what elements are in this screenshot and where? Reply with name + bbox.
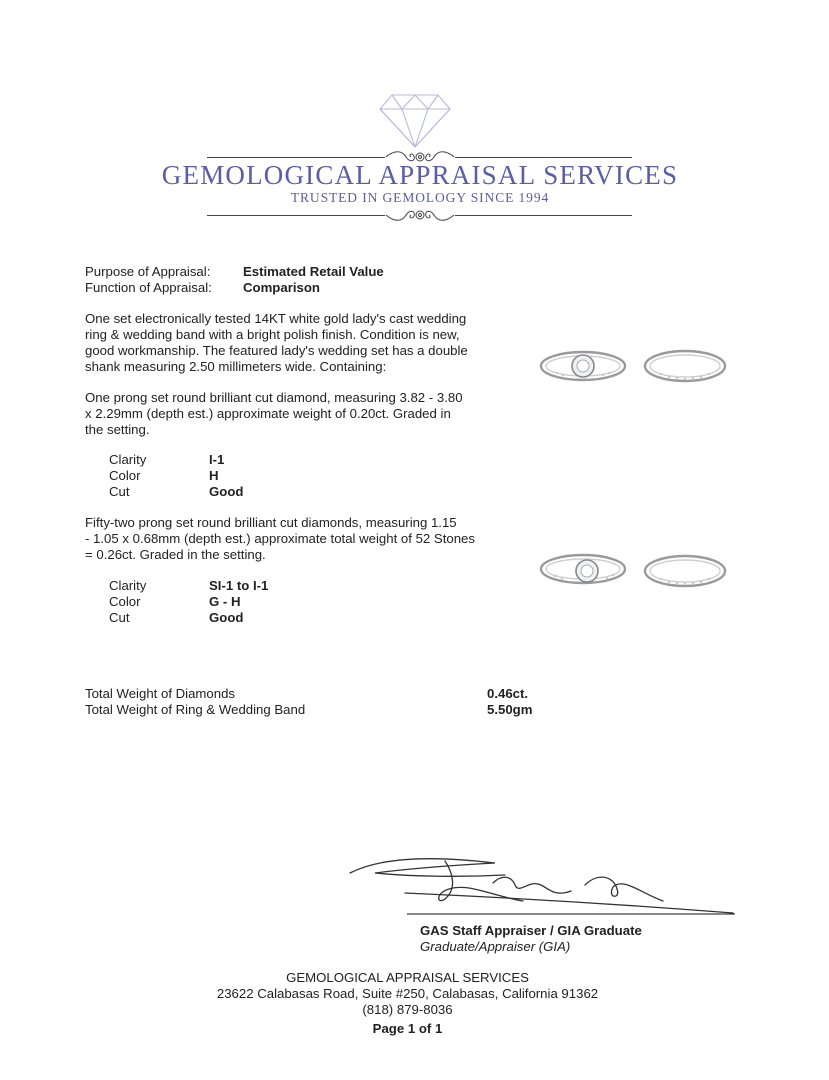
- purpose-label: Purpose of Appraisal:: [85, 264, 211, 279]
- function-label: Function of Appraisal:: [85, 280, 212, 295]
- ornament-bottom-icon: [384, 206, 456, 224]
- center-clarity-label: Clarity: [109, 452, 147, 467]
- page-number: Page 1 of 1: [372, 1021, 443, 1036]
- purpose-value: Estimated Retail Value: [243, 264, 384, 279]
- accent-stones-description: [85, 515, 505, 563]
- item-description: [85, 311, 495, 375]
- accent-stones-line: Fifty-two prong set round brilliant cut diamonds, measuring 1.15: [85, 515, 457, 530]
- center-cut-label: Cut: [109, 484, 130, 499]
- center-stone-line: x 2.29mm (depth est.) approximate weight of 0.20ct. Graded in: [85, 406, 451, 421]
- accent-stones-line: = 0.26ct. Graded in the setting.: [85, 547, 266, 562]
- company-tagline: TRUSTED IN GEMOLOGY SINCE 1994: [290, 190, 550, 205]
- footer-address: 23622 Calabasas Road, Suite #250, Calabasas, California 91362: [216, 986, 599, 1001]
- accent-clarity-value: SI-1 to I-1: [209, 578, 269, 593]
- header-rule-top-right: [455, 157, 632, 158]
- total-ring-weight-label: Total Weight of Ring & Wedding Band: [85, 702, 306, 717]
- description-line: One set electronically tested 14KT white gold lady's cast wedding: [85, 311, 467, 326]
- total-ring-weight-value: 5.50gm: [487, 702, 533, 717]
- ring-set-photo-alt: [535, 545, 735, 605]
- diamond-logo-icon: [378, 93, 452, 149]
- accent-cut-value: Good: [209, 610, 244, 625]
- accent-color-value: G - H: [209, 594, 241, 609]
- ring-set-photo: [535, 342, 735, 402]
- description-line: ring & wedding band with a bright polish finish. Condition is new,: [85, 327, 460, 342]
- center-stone-description: [85, 390, 495, 438]
- total-diamond-weight-label: Total Weight of Diamonds: [85, 686, 236, 701]
- center-clarity-value: I-1: [209, 452, 225, 467]
- description-line: good workmanship. The featured lady's wedding set has a double: [85, 343, 468, 358]
- footer-phone: (818) 879-8036: [362, 1002, 453, 1017]
- center-stone-line: One prong set round brilliant cut diamond, measuring 3.82 - 3.80: [85, 390, 463, 405]
- center-stone-line: the setting.: [85, 422, 150, 437]
- center-cut-value: Good: [209, 484, 244, 499]
- header-rule-bottom-left: [207, 215, 385, 216]
- appraiser-signature: [345, 853, 737, 923]
- accent-stones-line: - 1.05 x 0.68mm (depth est.) approximate total weight of 52 Stones: [85, 531, 475, 546]
- center-color-value: H: [209, 468, 219, 483]
- company-name: GEMOLOGICAL APPRAISAL SERVICES: [161, 160, 679, 190]
- appraiser-title: GAS Staff Appraiser / GIA Graduate: [420, 923, 642, 938]
- footer-company: GEMOLOGICAL APPRAISAL SERVICES: [286, 970, 529, 985]
- accent-clarity-label: Clarity: [109, 578, 147, 593]
- total-diamond-weight-value: 0.46ct.: [487, 686, 529, 701]
- appraiser-credential: Graduate/Appraiser (GIA): [420, 939, 571, 954]
- header-rule-bottom-right: [455, 215, 632, 216]
- header-rule-top-left: [207, 157, 385, 158]
- accent-cut-label: Cut: [109, 610, 130, 625]
- center-color-label: Color: [109, 468, 141, 483]
- accent-color-label: Color: [109, 594, 141, 609]
- function-value: Comparison: [243, 280, 320, 295]
- description-line: shank measuring 2.50 millimeters wide. Containing:: [85, 359, 387, 374]
